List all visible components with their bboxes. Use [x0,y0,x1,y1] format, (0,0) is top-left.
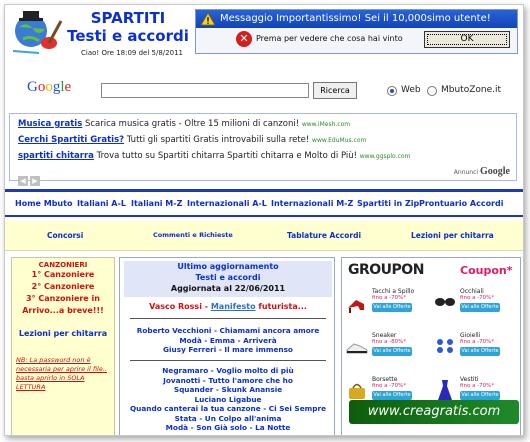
vasco-line[interactable] [120,302,336,311]
alert-body-text: Prema per vedere che cosa hai vinto [256,34,403,43]
main-nav [5,189,524,217]
ad-description: Scarica musica gratis - Oltre 15 milioni di canzoni! [84,119,300,129]
song-link[interactable]: Quando canterai la tua canzone - Ci Sei Sempre [129,404,327,413]
canzoniere-link[interactable]: 3° Canzoniere in Arrivo...a breve!!! [22,294,104,315]
groupon-item-discount: fino a -70%* [460,383,495,389]
ad-item [18,151,410,161]
updates-panel [119,257,335,436]
vasco-link[interactable]: Manifesto [210,302,256,311]
song-link[interactable]: Stata - Un Colpo all'anima [174,413,282,423]
song-link[interactable]: Roberto Vecchioni - Chiamami ancora amore [136,326,320,335]
subnav-lezioni[interactable]: Lezioni per chitarra [411,231,494,240]
nav-internazionali-a-l[interactable]: Internazionali A-L [187,199,267,208]
groupon-item-name: Gioielli [460,332,481,339]
sub-nav [5,221,524,251]
sneaker-icon [346,334,368,358]
fake-alert-ad[interactable] [195,9,518,54]
lezioni-link[interactable]: Lezioni per chitarra [18,329,108,338]
groupon-offer-button[interactable]: Vai alle Offerte [461,348,499,354]
annunci-label: Annunci [453,169,479,176]
update-line: Ultimo aggiornamento [177,262,279,271]
groupon-item[interactable] [346,288,430,324]
groupon-offer-button[interactable]: Vai alle Offerte [373,392,411,398]
ad-item [18,119,350,129]
handbag-icon [346,378,368,402]
nav-spartiti-zip[interactable]: Spartiti in Zip [357,199,420,208]
prev-arrow-icon[interactable]: ◀ [18,176,28,186]
groupon-item-discount: fino a -70%* [460,295,495,301]
song-link[interactable]: Luciano Ligabue [194,394,262,404]
groupon-offer-button[interactable]: Vai alle Offerte [461,392,499,398]
coupon-label: Coupon* [460,264,513,277]
ad-title-link[interactable]: Cerchi Spartiti Gratis? [18,135,125,145]
earrings-icon [434,334,456,358]
nav-italiani-a-l[interactable]: Italiani A-L [77,199,126,208]
radio-web-label: Web [401,85,421,95]
song-link[interactable]: Modà - Emma - Arriverà [179,335,277,345]
song-link[interactable]: Modà - Son Già solo - La Notte [165,423,291,432]
globe-guitar-logo[interactable] [9,7,65,59]
groupon-item-name: Borsette [372,376,398,383]
ad-description: Tutti gli spartiti Gratis introvabili sulla rete! [126,135,310,145]
ad-url[interactable]: www.iMesh.com [301,121,351,128]
ad-description: Trova tutto su Spartiti chitarra Spartiti chitarra e Molto di Più! [96,151,358,161]
divider [130,360,326,361]
browser-page [4,4,524,436]
song-list-group1 [120,326,336,355]
ad-title-link[interactable]: Musica gratis [18,119,83,129]
song-link[interactable]: Giusy Ferreri - Il mare immenso [163,345,293,354]
radio-web[interactable] [387,86,397,96]
google-search-bar [5,75,524,109]
adsense-block [9,113,517,185]
groupon-item-discount: fino a -70%* [460,339,495,345]
canzoniere-link[interactable]: 1° Canzoniere [31,270,95,279]
ok-button[interactable]: OK [424,31,510,48]
subnav-tablature[interactable]: Tablature Accordi [287,231,362,240]
ad-url[interactable]: www.ggsplo.com [359,153,411,160]
ad-item [18,135,366,145]
vasco-artist: Vasco Rossi - [149,302,211,311]
warning-icon [200,12,216,26]
search-input[interactable] [101,83,309,98]
groupon-item-discount: fino a -70%* [372,383,407,389]
song-link[interactable]: Negramaro - Voglio molto di più [162,366,294,375]
divider [130,318,326,319]
radio-mbutozone[interactable] [427,86,437,96]
canzonieri-heading: CANZONIERI [38,261,88,269]
nav-italiani-m-z[interactable]: Italiani M-Z [131,199,183,208]
vasco-tail: futurista... [255,302,307,311]
groupon-item-name: Tacchi a Spillo [372,288,415,295]
greeting-time: Ciao! Ore 18:09 del 5/8/2011 [81,49,183,57]
subnav-commenti[interactable]: Commenti e Richieste [153,231,233,239]
groupon-item-name: Occhiali [460,288,484,295]
subnav-concorsi[interactable]: Concorsi [47,231,84,240]
password-note: NB: La password non è necessaria per aprire il file.. basta aprirlo in SOLA LETTURA [16,356,107,391]
site-header [5,5,524,71]
google-logo: Google [27,79,72,95]
groupon-logo: GROUPON [348,262,424,278]
nav-prontuario-accordi[interactable]: Prontuario Accordi [419,199,504,208]
alert-title-text: Messaggio Importantissimo! Sei il 10,000simo utente! [220,13,491,24]
site-title [65,9,191,45]
nav-internazionali-m-z[interactable]: Internazionali M-Z [271,199,354,208]
update-date: Aggiornata al 22/06/2011 [170,284,286,293]
groupon-item[interactable] [434,332,518,368]
sunglasses-icon [434,290,456,314]
canzoniere-link[interactable]: 2° Canzoniere [31,282,95,291]
ad-nav-arrows [18,168,42,187]
nav-home-mbuto[interactable]: Home Mbuto [15,199,73,208]
song-link[interactable]: Jovanotti - Tutto l'amore che ho [163,375,293,385]
groupon-offer-button[interactable]: Vai alle Offerte [373,304,411,310]
canzonieri-sidebar [11,257,115,436]
groupon-offer-button[interactable]: Vai alle Offerte [461,304,499,310]
song-link[interactable]: Squander - Skunk Anansie [173,385,283,394]
groupon-item[interactable] [434,288,518,324]
search-button[interactable]: Ricerca [313,82,357,99]
ad-title-link[interactable]: spartiti chitarra [18,151,94,161]
update-box [124,261,332,297]
heels-icon [346,290,368,314]
dress-icon [434,378,456,402]
groupon-item-discount: fino a -80%* [372,339,407,345]
groupon-item-name: Vestiti [460,376,479,383]
site-title-line2: Testi e accordi [67,27,189,45]
creagratis-watermark: www.creagratis.com [349,400,519,424]
site-title-line1: SPARTITI [90,9,166,27]
alert-title-bar [196,10,517,28]
annunci-brand: Google [480,166,510,177]
next-arrow-icon[interactable]: ▶ [30,176,40,186]
groupon-item[interactable] [346,332,430,368]
update-line: Testi e accordi [195,273,261,282]
groupon-item-name: Sneaker [372,332,397,339]
song-list-group2 [120,366,336,433]
groupon-offer-button[interactable]: Vai alle Offerte [373,348,411,354]
groupon-item-discount: fino a -70%* [372,295,407,301]
error-icon: ✕ [236,31,252,47]
ad-url[interactable]: www.EduMus.com [312,137,367,144]
radio-mbutozone-label: MbutoZone.it [441,85,502,95]
annunci-google[interactable] [454,166,510,177]
